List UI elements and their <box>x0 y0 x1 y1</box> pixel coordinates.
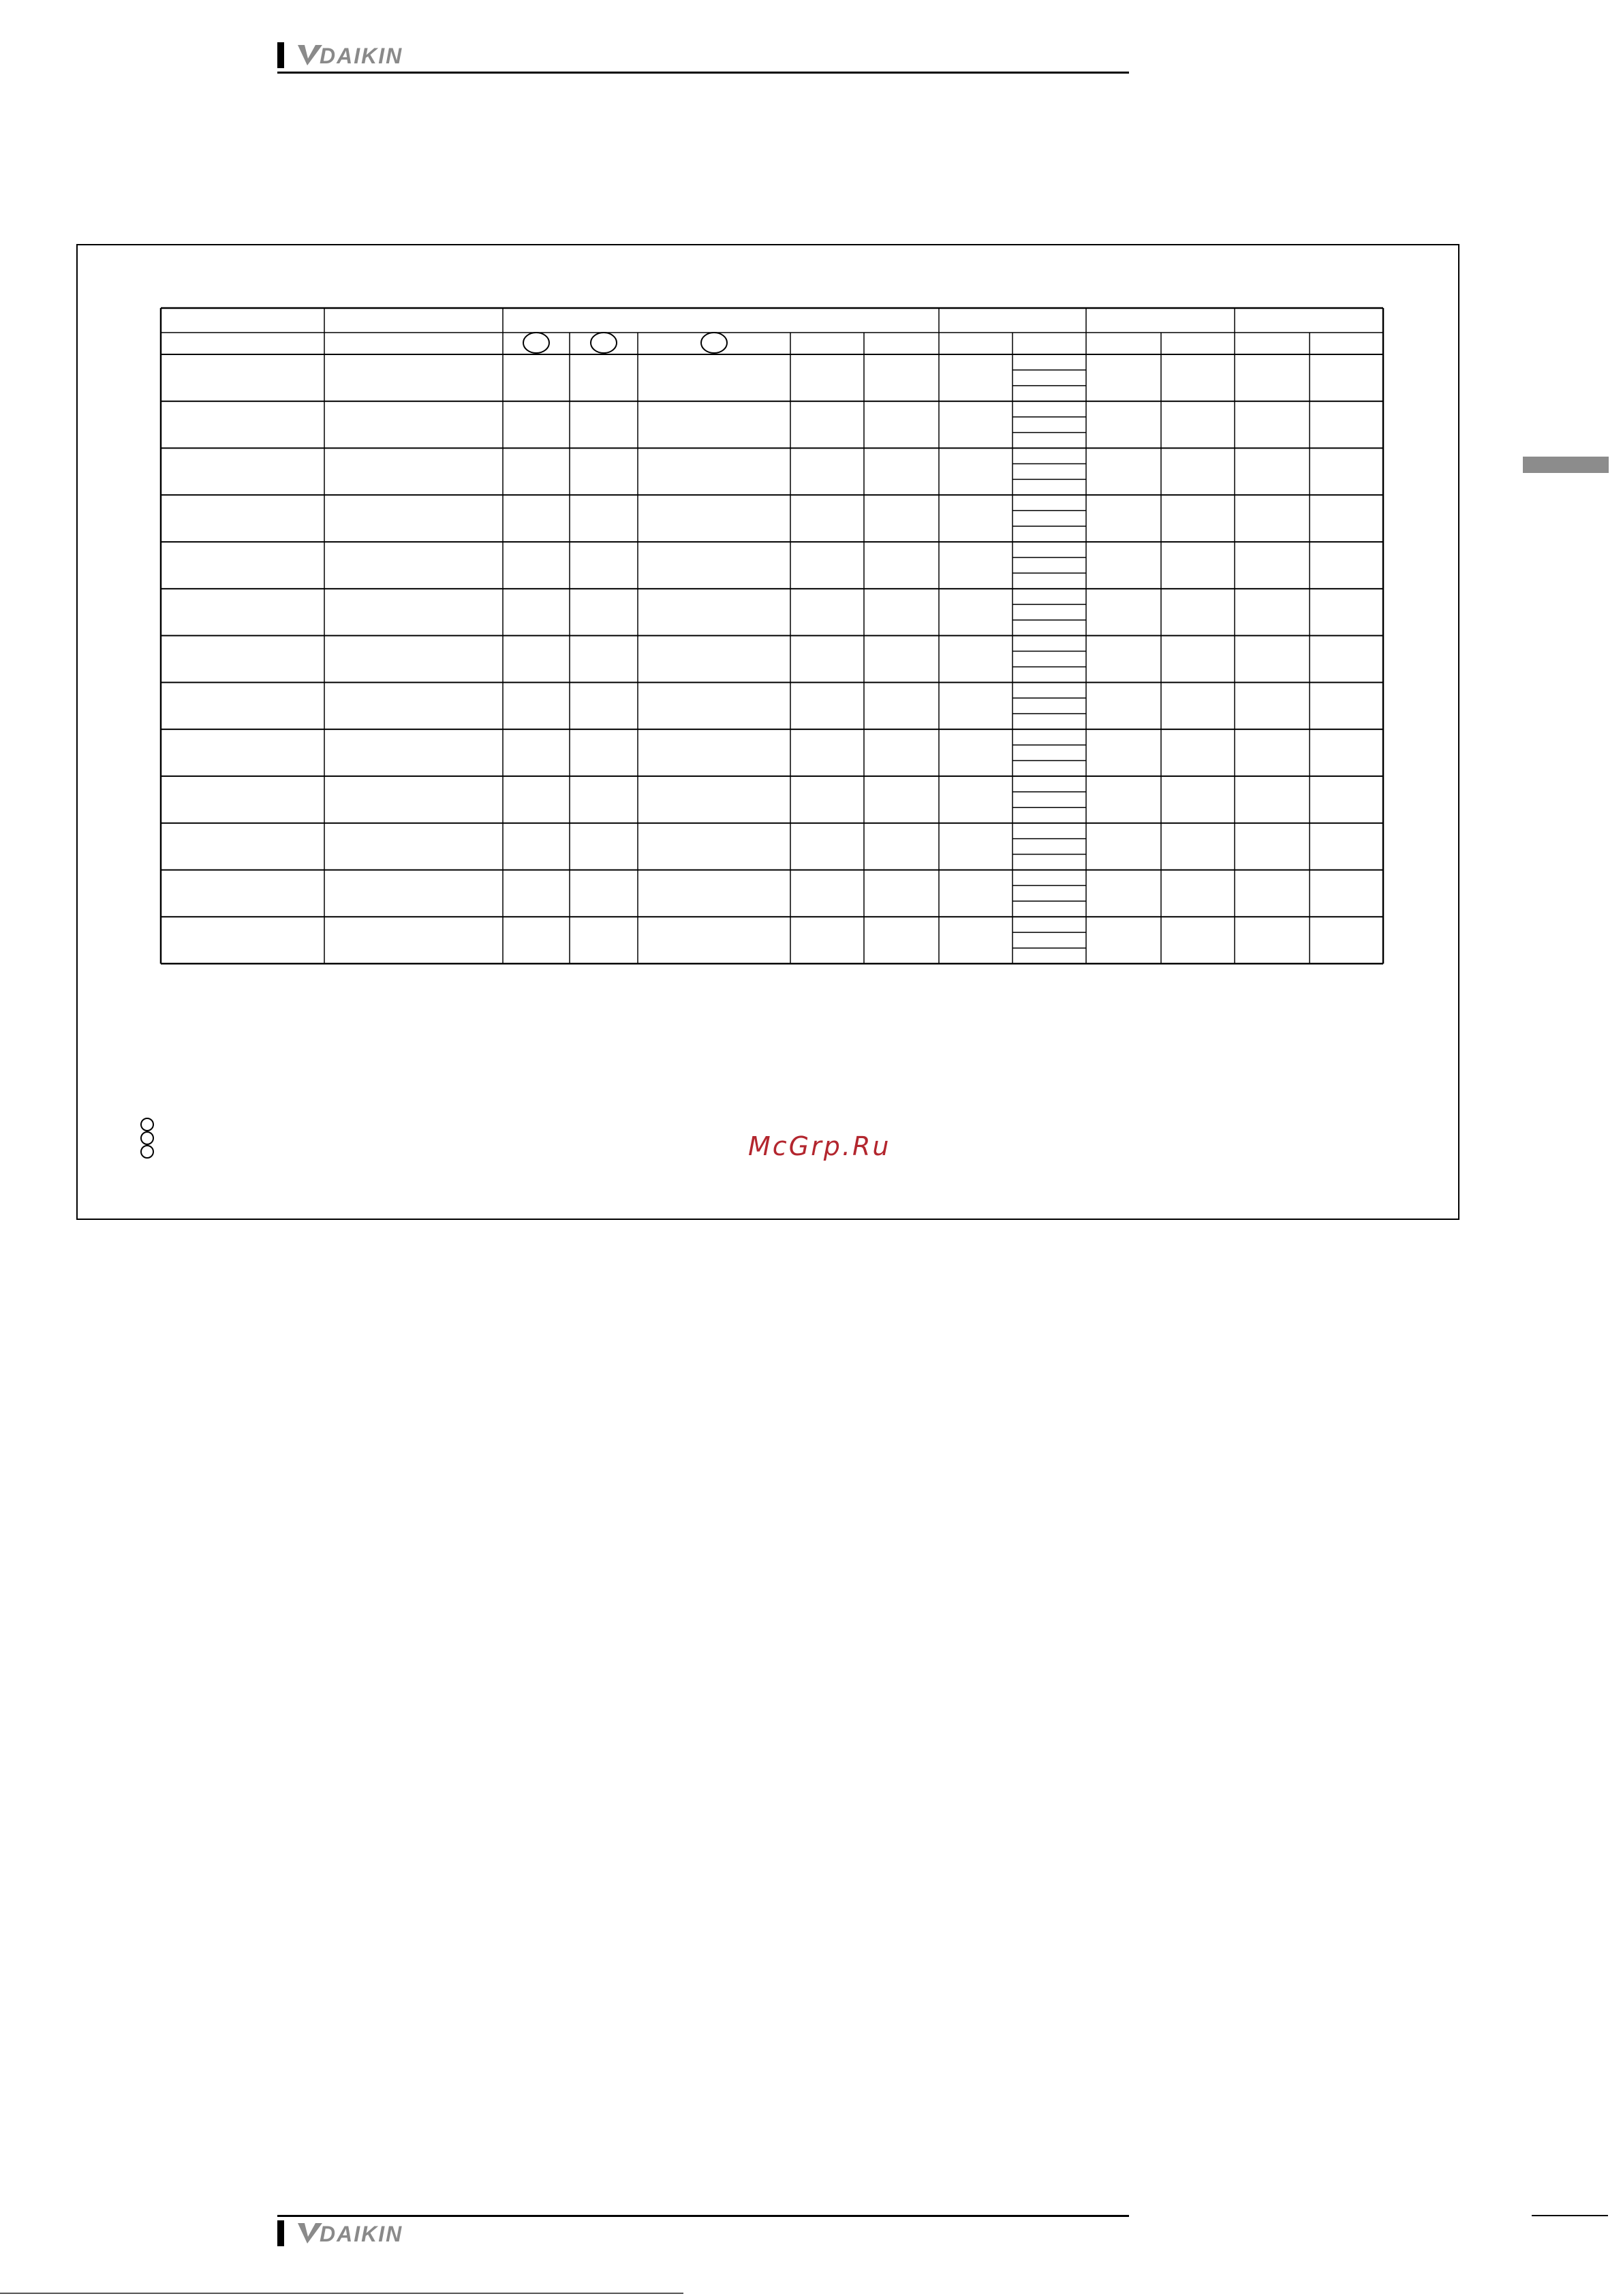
page-number-rule <box>1532 2215 1608 2216</box>
legend-circle-3 <box>140 1145 154 1159</box>
page-footer <box>277 2215 1129 2246</box>
footer-rule <box>277 2215 1129 2217</box>
footer-brand-text: DAIKIN <box>320 2222 403 2246</box>
header-circle-marker-3 <box>701 333 727 353</box>
page-bottom-line <box>0 2293 683 2294</box>
footer-bar <box>277 2220 284 2246</box>
header-circle-marker-1 <box>523 333 549 353</box>
legend-circle-1 <box>140 1118 154 1131</box>
header-circle-marker-2 <box>591 333 617 353</box>
header-brand-text: DAIKIN <box>320 44 403 68</box>
legend-circle-2 <box>140 1131 154 1145</box>
watermark-text: McGrp.Ru <box>748 1131 891 1161</box>
